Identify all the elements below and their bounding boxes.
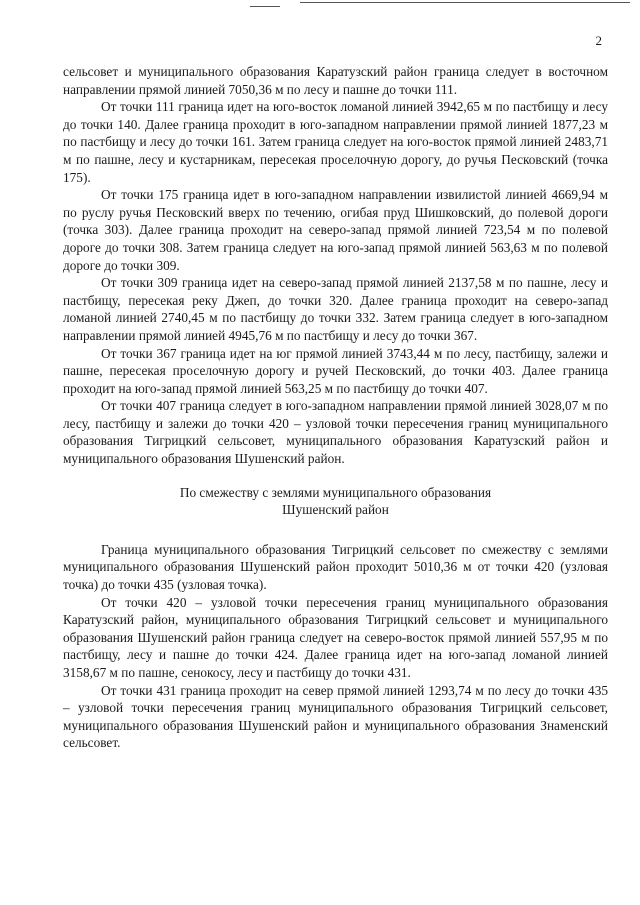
paragraph: От точки 175 граница идет в юго-западном направлении извилистой линией 4669,94 м по руслу ручья Песковский вверх по течению, огибая пруд Шишковский, до полевой дороги (точка 303). Далее граница проходит на северо-запад прямой линией 723,54 м по полевой дороге до точки 308. Затем граница следует на юго-запад прямой линией 563,63 м по полевой дороге до точки 309.: [63, 187, 608, 273]
paragraph: От точки 420 – узловой точки пересечения границ муниципального образования Каратузский район, муниципального образования Тигрицкий сельсовет и муниципального образования Шушенский район граница следует на северо-восток прямой линией 557,95 м по пастбищу, лесу и пашне до точки 424. Далее граница идет на юго-запад ломаной линией 3158,67 м по пашне, сенокосу, лесу и пастбищу до точки 431.: [63, 594, 608, 680]
section-heading-line1: По смежеству с землями муниципального образования: [179, 484, 492, 500]
paragraph: От точки 431 граница проходит на север прямой линией 1293,74 м по лесу до точки 435 – узловой точки пересечения границ муниципального образования Тигрицкий сельсовет, муниципального образования Шушенский район и муниципального образования Знаменский сельсовет.: [63, 682, 608, 751]
section-heading: [63, 484, 608, 519]
scan-edge-line: [250, 6, 280, 7]
scan-edge-line: [300, 2, 630, 3]
page-number: 2: [595, 33, 602, 48]
document-body: [63, 63, 608, 752]
paragraph: сельсовет и муниципального образования Каратузский район граница следует в восточном направлении прямой линией 7050,36 м по лесу и пашне до точки 111.: [63, 64, 608, 97]
paragraph: Граница муниципального образования Тигрицкий сельсовет по смежеству с землями муниципального образования Шушенский район проходит 5010,36 м от точки 420 (узловая точка) до точки 435 (узловая точка).: [63, 541, 608, 593]
paragraph: От точки 407 граница следует в юго-западном направлении прямой линией 3028,07 м по лесу, пастбищу и залежи до точки 420 – узловой точки пересечения границ муниципального образования Тигрицкий сельсовет, муниципального образования Каратузский район и муниципального образования Шушенский район.: [63, 398, 608, 467]
section-heading-line2: Шушенский район: [282, 502, 389, 518]
paragraph: От точки 111 граница идет на юго-восток ломаной линией 3942,65 м по пастбищу и лесу до точки 140. Далее граница проходит в юго-западном направлении прямой линией 1877,23 м по пастбищу и лесу до точки 161. Затем граница следует на юго-восток прямой линией 2483,71 м по пашне, лесу и кустарникам, пересекая проселочную дорогу, до ручья Песковский (точка 175).: [63, 99, 608, 185]
paragraph: От точки 309 граница идет на северо-запад прямой линией 2137,58 м по пашне, лесу и пастбищу, пересекая реку Джеп, до точки 320. Далее граница проходит на северо-запад ломаной линией 2740,45 м по пастбищу до точки 332. Затем граница следует в юго-западном направлении прямой линией 4945,76 м по пастбищу и лесу до точки 367.: [63, 275, 608, 343]
paragraph: От точки 367 граница идет на юг прямой линией 3743,44 м по лесу, пастбищу, залежи и пашне, пересекая проселочную дорогу и ручей Песковский, до точки 403. Далее граница проходит на юго-запад прямой линией 563,25 м по пастбищу до точки 407.: [63, 345, 608, 396]
